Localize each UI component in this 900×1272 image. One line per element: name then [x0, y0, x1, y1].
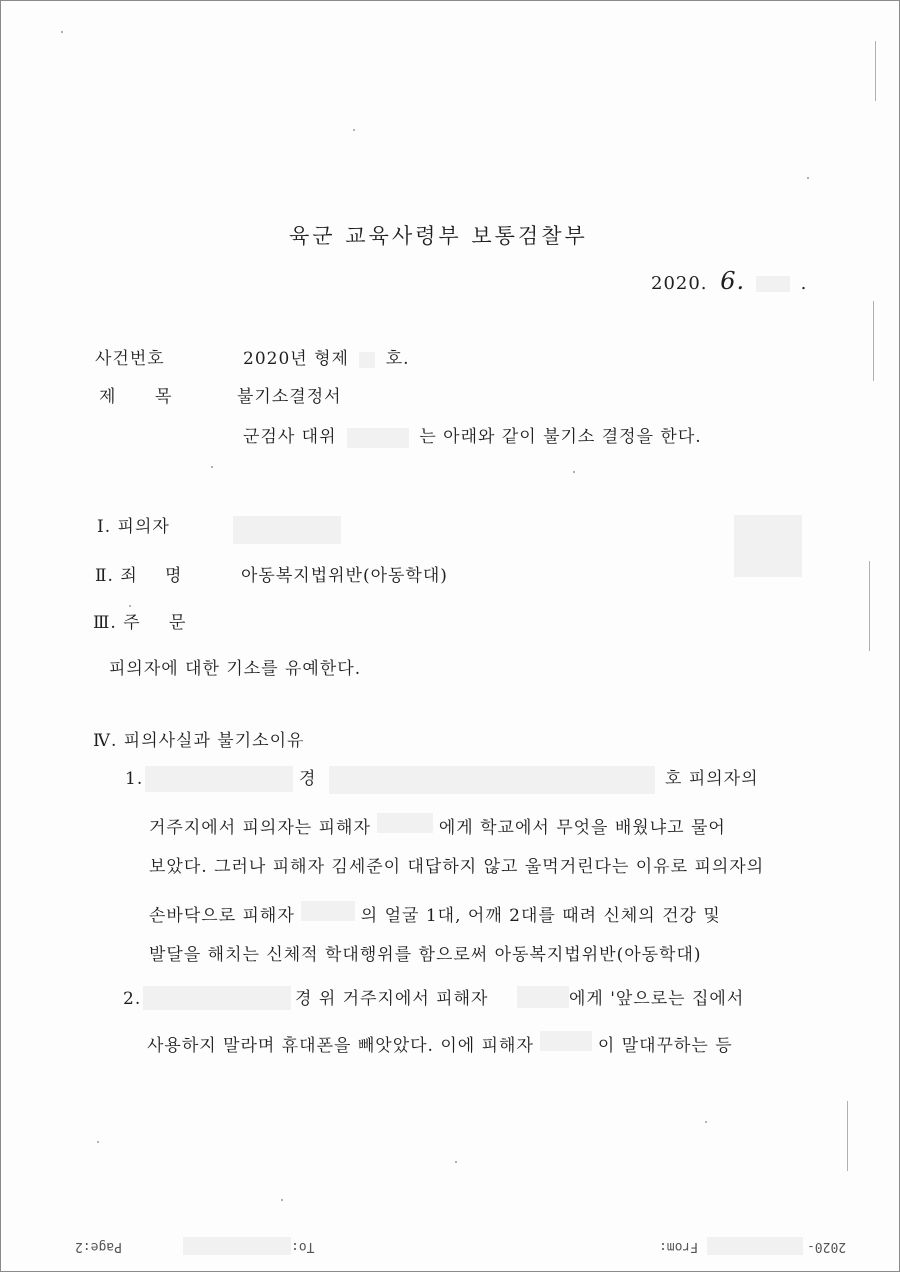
section-4-label: Ⅳ. 피의사실과 불기소이유	[93, 731, 305, 751]
redacted-right-margin	[734, 515, 802, 577]
para-2-line-2-suffix: 이 말대꾸하는 등	[597, 1036, 733, 1056]
subject-value: 불기소결정서	[237, 387, 342, 407]
redacted-fax-to-number	[183, 1237, 291, 1255]
redacted-para-2-date	[143, 986, 291, 1010]
document-title: 육군 교육사령부 보통검찰부	[289, 224, 588, 248]
para-2-line-2	[1, 1031, 733, 1056]
scan-edge-line	[869, 561, 870, 651]
scan-speck	[97, 1141, 99, 1143]
fax-footer-to: To:	[291, 1239, 315, 1254]
redacted-para-1-address	[329, 766, 655, 794]
redacted-day	[756, 276, 790, 292]
scan-speck	[211, 466, 213, 468]
scan-speck	[455, 1161, 457, 1163]
scan-speck	[129, 605, 131, 607]
section-3-label-2: 문	[169, 613, 187, 633]
para-1-line-2-prefix: 거주지에서 피의자는 피해자	[149, 818, 371, 838]
para-1-line-3: 보았다. 그러나 피해자 김세준이 대답하지 않고 울먹거린다는 이유로 피의자의	[149, 857, 765, 877]
case-number-suffix: 호.	[385, 349, 410, 369]
scan-speck	[61, 31, 63, 33]
case-number-label: 사건번호	[95, 349, 165, 369]
section-3-label-1: Ⅲ. 주	[93, 613, 141, 633]
para-1-line-5: 발달을 해치는 신체적 학대행위를 함으로써 아동복지법위반(아동학대)	[149, 945, 702, 965]
para-2-number: 2.	[123, 989, 142, 1009]
section-2-label-1: Ⅱ. 죄	[95, 566, 138, 586]
fax-footer-from: From:	[659, 1239, 699, 1254]
redacted-para-1-date	[145, 766, 293, 792]
intro-sentence	[243, 427, 702, 448]
case-number-prefix: 2020년 형제	[243, 349, 349, 369]
fax-footer-page: Page:2	[75, 1239, 122, 1254]
para-1-line-2	[1, 813, 726, 838]
scan-speck	[281, 1199, 283, 1201]
redacted-suspect-name	[233, 516, 341, 544]
redacted-victim-name-3	[517, 986, 569, 1008]
scan-speck	[705, 1121, 707, 1123]
scan-edge-line	[847, 1101, 848, 1171]
redacted-victim-name-2	[301, 901, 355, 921]
redacted-case-number	[359, 352, 375, 368]
para-2-line-1-mid: 경 위 거주지에서 피해자	[295, 989, 489, 1009]
para-1-line-4	[1, 901, 721, 926]
scan-speck	[807, 177, 809, 179]
section-1-label: Ⅰ. 피의자	[97, 517, 170, 537]
disposition-text: 피의자에 대한 기소를 유예한다.	[109, 659, 362, 679]
redacted-victim-name-1	[377, 813, 433, 833]
fax-footer-date: 2020-	[807, 1239, 847, 1254]
para-1-number: 1.	[125, 769, 144, 789]
scan-edge-line	[875, 41, 876, 101]
para-1-line-1-mid: 경	[299, 769, 317, 789]
case-number-value	[243, 349, 410, 369]
para-1-line-2-suffix: 에게 학교에서 무엇을 배웠냐고 물어	[438, 818, 726, 838]
date-prefix: 2020.	[651, 273, 708, 294]
para-1-line-4-suffix: 의 얼굴 1대, 어깨 2대를 때려 신체의 건강 및	[360, 906, 721, 926]
redacted-prosecutor-name	[347, 428, 409, 448]
subject-label-2: 목	[155, 387, 173, 407]
scan-speck	[353, 129, 355, 131]
para-1-line-1-end: 호 피의자의	[665, 769, 759, 789]
subject-label-1: 제	[99, 387, 117, 407]
intro-suffix: 는 아래와 같이 불기소 결정을 한다.	[419, 427, 702, 447]
para-2-line-2-prefix: 사용하지 말라며 휴대폰을 빼앗았다. 이에 피해자	[147, 1036, 534, 1056]
date-month-handwritten: 6.	[720, 267, 746, 295]
date-end: .	[800, 273, 808, 294]
intro-prefix: 군검사 대위	[243, 427, 337, 447]
scan-speck	[573, 471, 575, 473]
redacted-victim-name-4	[540, 1031, 592, 1051]
para-2-line-1-end: 에게 '앞으로는 집에서	[569, 989, 745, 1009]
redacted-fax-from-number	[707, 1237, 803, 1255]
offense-name: 아동복지법위반(아동학대)	[241, 566, 448, 586]
scan-edge-line	[873, 301, 874, 381]
para-1-line-4-prefix: 손바닥으로 피해자	[149, 906, 295, 926]
document-date	[651, 267, 808, 295]
section-2-label-2: 명	[165, 566, 183, 586]
